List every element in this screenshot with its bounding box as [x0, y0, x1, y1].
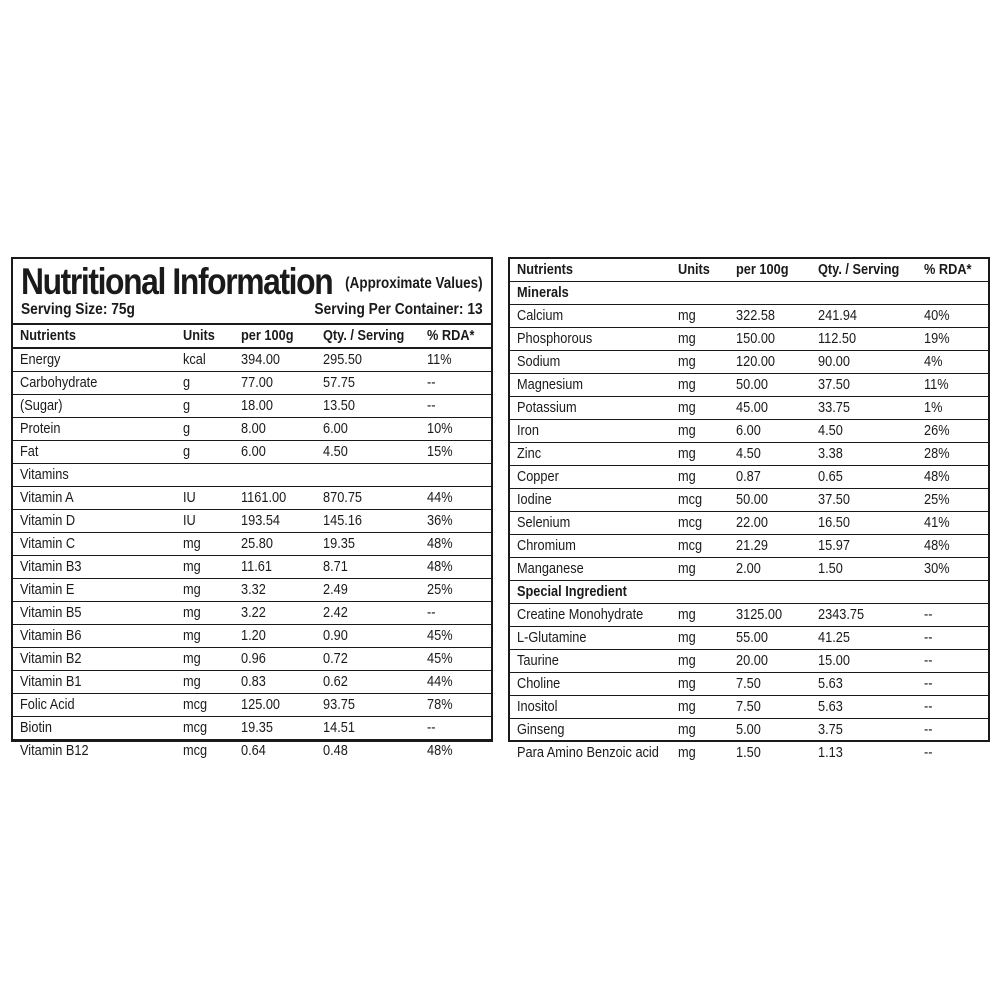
table-row — [510, 627, 988, 650]
unit-cell: mg — [678, 650, 736, 673]
qty-serving-cell: 6.00 — [323, 418, 427, 441]
qty-serving-cell: 33.75 — [818, 397, 924, 420]
per-100g-cell: 322.58 — [736, 305, 818, 328]
nutrient-name: Iron — [510, 420, 678, 443]
per-100g-cell: 0.96 — [241, 648, 323, 671]
unit-cell: mg — [678, 328, 736, 351]
qty-serving-cell: 145.16 — [323, 510, 427, 533]
qty-serving-cell: 13.50 — [323, 395, 427, 418]
qty-serving-cell: 37.50 — [818, 489, 924, 512]
per-100g-cell: 150.00 — [736, 328, 818, 351]
nutrient-name: Protein — [13, 418, 183, 441]
table-row — [510, 673, 988, 696]
qty-serving-cell: 14.51 — [323, 717, 427, 740]
per-100g-cell: 25.80 — [241, 533, 323, 556]
unit-cell: mg — [678, 696, 736, 719]
table-row — [13, 372, 491, 395]
nutrient-name: Taurine — [510, 650, 678, 673]
serving-size: Serving Size: 75g — [21, 301, 135, 318]
unit-cell: mg — [183, 602, 241, 625]
unit-cell: mg — [678, 673, 736, 696]
table-row — [13, 717, 491, 740]
qty-serving-cell: 90.00 — [818, 351, 924, 374]
qty-serving-cell: 93.75 — [323, 694, 427, 717]
unit-cell: mg — [183, 533, 241, 556]
unit-cell: mg — [183, 556, 241, 579]
header-nutrients: Nutrients — [13, 325, 183, 348]
unit-cell: g — [183, 372, 241, 395]
per-100g-cell: 6.00 — [736, 420, 818, 443]
rda-cell: -- — [427, 602, 491, 625]
rda-cell: 41% — [924, 512, 988, 535]
rda-cell: 1% — [924, 397, 988, 420]
unit-cell: mcg — [183, 743, 208, 759]
per-100g-cell: 3.22 — [241, 602, 323, 625]
table-row — [13, 694, 491, 717]
nutrient-name: Inositol — [510, 696, 678, 719]
rda-cell: 44% — [427, 671, 491, 694]
unit-cell: g — [183, 418, 241, 441]
unit-cell: mg — [678, 627, 736, 650]
table-row — [510, 397, 988, 420]
table-row — [510, 719, 988, 742]
nutrient-name: Ginseng — [510, 719, 678, 742]
unit-cell: mg — [678, 443, 736, 466]
unit-cell: mg — [183, 579, 241, 602]
nutrient-name: Vitamin B12 — [20, 743, 89, 759]
nutrient-name: Vitamin B3 — [13, 556, 183, 579]
serving-per-container: Serving Per Container: 13 — [314, 301, 483, 318]
rda-cell: 40% — [924, 305, 988, 328]
section-label: Vitamins — [13, 464, 491, 487]
rda-cell: 28% — [924, 443, 988, 466]
nutrient-name: Vitamin B6 — [13, 625, 183, 648]
rda-cell: -- — [924, 696, 988, 719]
qty-serving-cell: 5.63 — [818, 696, 924, 719]
header-per-100g: per 100g — [241, 325, 323, 348]
rda-cell: 10% — [427, 418, 491, 441]
unit-cell: mcg — [678, 512, 736, 535]
section-row — [13, 464, 491, 487]
qty-serving-cell: 112.50 — [818, 328, 924, 351]
qty-serving-cell: 0.72 — [323, 648, 427, 671]
unit-cell: mg — [678, 558, 736, 581]
nutrient-name: Zinc — [510, 443, 678, 466]
unit-cell: mg — [678, 374, 736, 397]
unit-cell: mg — [678, 351, 736, 374]
unit-cell: g — [183, 395, 241, 418]
nutrient-name: Energy — [13, 348, 183, 372]
per-100g-cell: 20.00 — [736, 650, 818, 673]
table-row — [510, 351, 988, 374]
rda-cell: 78% — [427, 694, 491, 717]
table-row — [13, 625, 491, 648]
qty-serving-cell: 0.90 — [323, 625, 427, 648]
header-per-100g: per 100g — [736, 259, 818, 282]
unit-cell: g — [183, 441, 241, 464]
per-100g-cell: 4.50 — [736, 443, 818, 466]
unit-cell: mcg — [183, 694, 241, 717]
nutrient-name: L-Glutamine — [510, 627, 678, 650]
rda-cell: 45% — [427, 625, 491, 648]
nutrient-name: Choline — [510, 673, 678, 696]
qty-serving-cell: 0.48 — [323, 743, 348, 759]
qty-serving-cell: 57.75 — [323, 372, 427, 395]
nutrient-name: Phosphorous — [510, 328, 678, 351]
per-100g-cell: 0.87 — [736, 466, 818, 489]
per-100g-cell: 193.54 — [241, 510, 323, 533]
table-row — [510, 558, 988, 581]
qty-serving-cell: 4.50 — [323, 441, 427, 464]
per-100g-cell: 55.00 — [736, 627, 818, 650]
nutrient-name: Potassium — [510, 397, 678, 420]
qty-serving-cell: 0.62 — [323, 671, 427, 694]
nutrient-name: Vitamin B5 — [13, 602, 183, 625]
nutrient-name: (Sugar) — [13, 395, 183, 418]
qty-serving-cell: 15.00 — [818, 650, 924, 673]
qty-serving-cell: 4.50 — [818, 420, 924, 443]
unit-cell: kcal — [183, 348, 241, 372]
nutrient-name: Sodium — [510, 351, 678, 374]
unit-cell: IU — [183, 510, 241, 533]
header-rda: % RDA* — [924, 259, 988, 282]
unit-cell: mg — [678, 305, 736, 328]
per-100g-cell: 5.00 — [736, 719, 818, 742]
table-body-left — [13, 348, 491, 762]
unit-cell: IU — [183, 487, 241, 510]
title-block — [13, 259, 491, 325]
qty-serving-cell: 5.63 — [818, 673, 924, 696]
table-row — [13, 533, 491, 556]
qty-serving-cell: 3.38 — [818, 443, 924, 466]
nutrient-name: Selenium — [510, 512, 678, 535]
header-units: Units — [678, 259, 736, 282]
section-label: Minerals — [510, 282, 988, 305]
table-header-row — [510, 259, 988, 282]
per-100g-cell: 3125.00 — [736, 604, 818, 627]
table-body-right — [510, 282, 988, 765]
nutrient-name: Iodine — [510, 489, 678, 512]
qty-serving-cell: 37.50 — [818, 374, 924, 397]
title-subtitle: (Approximate Values) — [345, 275, 483, 292]
per-100g-cell: 2.00 — [736, 558, 818, 581]
table-row — [510, 512, 988, 535]
rda-cell: 26% — [924, 420, 988, 443]
unit-cell: mg — [678, 745, 696, 761]
unit-cell: mcg — [183, 717, 241, 740]
table-row — [13, 395, 491, 418]
nutrient-name: Calcium — [510, 305, 678, 328]
per-100g-cell: 1.20 — [241, 625, 323, 648]
rda-cell: 15% — [427, 441, 491, 464]
nutrient-name: Copper — [510, 466, 678, 489]
table-row — [13, 441, 491, 464]
rda-cell: 48% — [427, 743, 453, 759]
qty-serving-cell: 41.25 — [818, 627, 924, 650]
section-row — [510, 282, 988, 305]
table-row — [13, 648, 491, 671]
nutrient-table-right — [510, 259, 988, 764]
per-100g-cell: 50.00 — [736, 489, 818, 512]
nutrient-name: Creatine Monohydrate — [510, 604, 678, 627]
per-100g-cell: 120.00 — [736, 351, 818, 374]
per-100g-cell: 22.00 — [736, 512, 818, 535]
header-qty-serving: Qty. / Serving — [818, 259, 924, 282]
table-row — [13, 556, 491, 579]
per-100g-cell: 7.50 — [736, 673, 818, 696]
table-row — [13, 510, 491, 533]
header-qty-serving: Qty. / Serving — [323, 325, 427, 348]
unit-cell: mg — [678, 397, 736, 420]
rda-cell: 4% — [924, 351, 988, 374]
nutrition-panel-right — [508, 257, 990, 761]
header-rda: % RDA* — [427, 325, 491, 348]
per-100g-cell: 19.35 — [241, 717, 323, 740]
per-100g-cell: 6.00 — [241, 441, 323, 464]
nutrient-name: Vitamin C — [13, 533, 183, 556]
unit-cell: mg — [183, 671, 241, 694]
section-row — [510, 581, 988, 604]
qty-serving-cell: 1.50 — [818, 558, 924, 581]
per-100g-cell: 7.50 — [736, 696, 818, 719]
table-row — [510, 696, 988, 719]
table-row — [13, 671, 491, 694]
rda-cell: -- — [924, 604, 988, 627]
qty-serving-cell: 1.13 — [818, 745, 843, 761]
table-row — [510, 328, 988, 351]
rda-cell: -- — [924, 673, 988, 696]
nutrient-name: Para Amino Benzoic acid — [517, 745, 659, 761]
per-100g-cell: 3.32 — [241, 579, 323, 602]
rda-cell: 45% — [427, 648, 491, 671]
table-row — [13, 740, 491, 763]
header-units: Units — [183, 325, 241, 348]
qty-serving-cell: 2343.75 — [818, 604, 924, 627]
per-100g-cell: 0.83 — [241, 671, 323, 694]
table-row — [510, 489, 988, 512]
unit-cell: mg — [678, 466, 736, 489]
qty-serving-cell: 2.42 — [323, 602, 427, 625]
nutrient-name: Biotin — [13, 717, 183, 740]
nutrient-name: Vitamin D — [13, 510, 183, 533]
per-100g-cell: 125.00 — [241, 694, 323, 717]
nutrition-panel-left — [11, 257, 493, 759]
table-row — [510, 742, 988, 765]
qty-serving-cell: 241.94 — [818, 305, 924, 328]
unit-cell: mg — [678, 719, 736, 742]
section-label: Special Ingredient — [510, 581, 988, 604]
table-row — [13, 418, 491, 441]
per-100g-cell: 394.00 — [241, 348, 323, 372]
rda-cell: 48% — [924, 535, 988, 558]
per-100g-cell: 11.61 — [241, 556, 323, 579]
table-row — [510, 443, 988, 466]
per-100g-cell: 1161.00 — [241, 487, 323, 510]
rda-cell: 48% — [924, 466, 988, 489]
nutrient-name: Carbohydrate — [13, 372, 183, 395]
qty-serving-cell: 15.97 — [818, 535, 924, 558]
table-row — [510, 466, 988, 489]
nutrient-name: Vitamin B2 — [13, 648, 183, 671]
rda-cell: -- — [427, 372, 491, 395]
per-100g-cell: 77.00 — [241, 372, 323, 395]
unit-cell: mg — [678, 420, 736, 443]
per-100g-cell: 0.64 — [241, 743, 266, 759]
rda-cell: 48% — [427, 556, 491, 579]
table-row — [13, 348, 491, 372]
table-row — [510, 604, 988, 627]
qty-serving-cell: 16.50 — [818, 512, 924, 535]
per-100g-cell: 8.00 — [241, 418, 323, 441]
nutrient-name: Magnesium — [510, 374, 678, 397]
rda-cell: 25% — [427, 579, 491, 602]
nutrient-name: Fat — [13, 441, 183, 464]
table-row — [510, 374, 988, 397]
table-row — [510, 305, 988, 328]
rda-cell: 19% — [924, 328, 988, 351]
qty-serving-cell: 3.75 — [818, 719, 924, 742]
rda-cell: -- — [924, 650, 988, 673]
qty-serving-cell: 870.75 — [323, 487, 427, 510]
rda-cell: 25% — [924, 489, 988, 512]
per-100g-cell: 50.00 — [736, 374, 818, 397]
unit-cell: mcg — [678, 535, 736, 558]
nutrient-name: Manganese — [510, 558, 678, 581]
unit-cell: mcg — [678, 489, 736, 512]
nutrient-table-left — [13, 325, 491, 762]
qty-serving-cell: 0.65 — [818, 466, 924, 489]
rda-cell: 44% — [427, 487, 491, 510]
table-row — [510, 420, 988, 443]
qty-serving-cell: 2.49 — [323, 579, 427, 602]
table-row — [13, 602, 491, 625]
unit-cell: mg — [183, 625, 241, 648]
table-row — [13, 487, 491, 510]
header-nutrients: Nutrients — [510, 259, 678, 282]
rda-cell: -- — [924, 627, 988, 650]
per-100g-cell: 21.29 — [736, 535, 818, 558]
nutrient-name: Folic Acid — [13, 694, 183, 717]
unit-cell: mg — [678, 604, 736, 627]
nutrient-name: Vitamin A — [13, 487, 183, 510]
rda-cell: -- — [924, 745, 933, 761]
nutrient-name: Vitamin E — [13, 579, 183, 602]
table-row — [13, 579, 491, 602]
rda-cell: -- — [427, 717, 491, 740]
rda-cell: 30% — [924, 558, 988, 581]
qty-serving-cell: 19.35 — [323, 533, 427, 556]
per-100g-cell: 1.50 — [736, 745, 761, 761]
qty-serving-cell: 8.71 — [323, 556, 427, 579]
table-row — [510, 535, 988, 558]
rda-cell: 11% — [427, 348, 491, 372]
per-100g-cell: 18.00 — [241, 395, 323, 418]
qty-serving-cell: 295.50 — [323, 348, 427, 372]
rda-cell: -- — [427, 395, 491, 418]
per-100g-cell: 45.00 — [736, 397, 818, 420]
nutrient-name: Chromium — [510, 535, 678, 558]
table-header-row — [13, 325, 491, 348]
page-title: Nutritional Information — [21, 261, 333, 302]
table-row — [510, 650, 988, 673]
rda-cell: 48% — [427, 533, 491, 556]
rda-cell: 36% — [427, 510, 491, 533]
rda-cell: -- — [924, 719, 988, 742]
rda-cell: 11% — [924, 374, 988, 397]
unit-cell: mg — [183, 648, 241, 671]
nutrient-name: Vitamin B1 — [13, 671, 183, 694]
